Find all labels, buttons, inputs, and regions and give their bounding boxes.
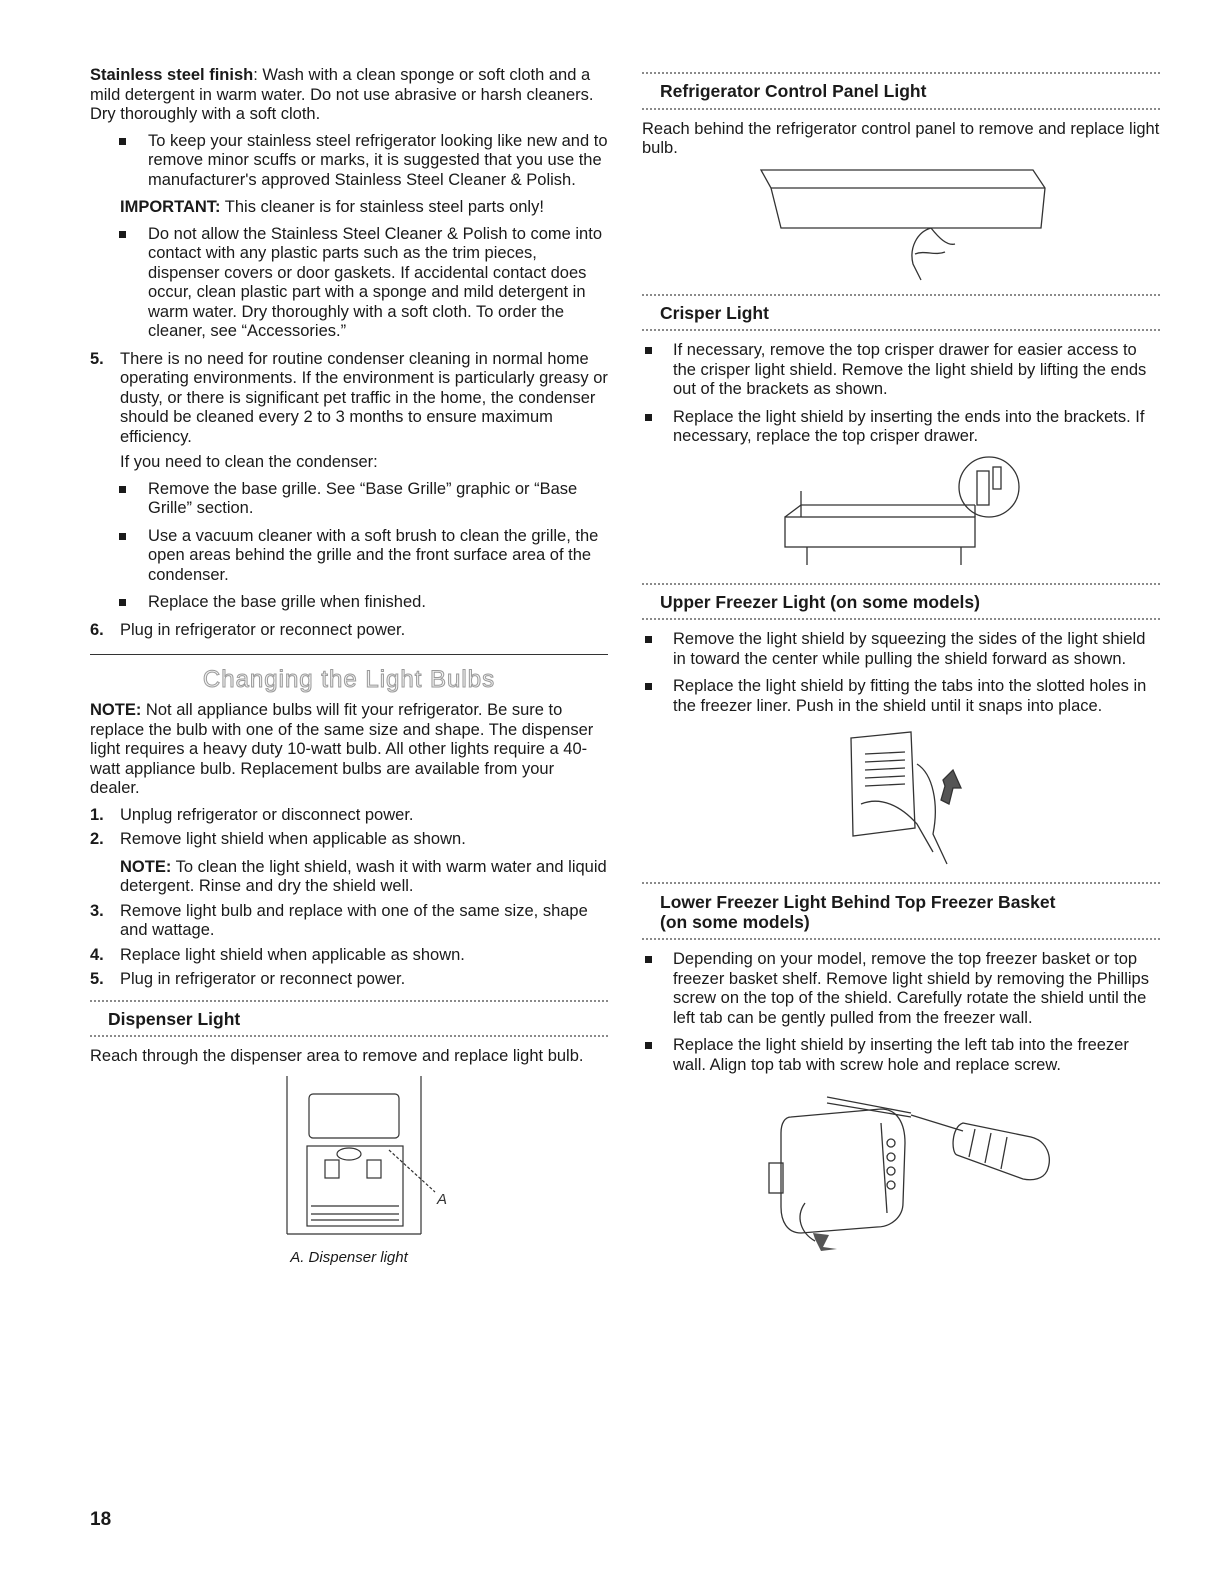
- step-text: Plug in refrigerator or reconnect power.: [120, 620, 406, 639]
- list-item: Replace the base grille when finished.: [90, 593, 608, 613]
- dispenser-text: Reach through the dispenser area to remove and replace light bulb.: [90, 1047, 584, 1065]
- list-item: [90, 970, 608, 990]
- control-panel-text: Reach behind the refrigerator control panel to remove and replace light bulb.: [642, 119, 1160, 157]
- list-item: [90, 350, 608, 448]
- list-item: Depending on your model, remove the top freezer basket or top freezer basket shelf. Remove light shield by removing the Phillips screw on the top of the shield. Carefully rotate the shield until the left tab can be gently pulled from the freezer wall.: [642, 950, 1160, 1028]
- list-item: Remove the base grille. See “Base Grille” graphic or “Base Grille” section.: [90, 480, 608, 519]
- step-text: Remove light bulb and replace with one of the same size, shape and wattage.: [120, 901, 588, 939]
- dotted-rule: [642, 618, 1160, 620]
- list-item: Replace the light shield by fitting the tabs into the slotted holes in the freezer liner. Push in the shield until it snaps into place.: [642, 677, 1160, 716]
- step2-note: [120, 858, 608, 897]
- upper-freezer-heading: Upper Freezer Light (on some models): [660, 591, 980, 612]
- step-number: 5.: [90, 349, 104, 368]
- important-paragraph: [120, 198, 608, 218]
- control-panel-heading: Refrigerator Control Panel Light: [660, 81, 927, 101]
- note-label: NOTE:: [120, 857, 172, 876]
- condenser-step: [90, 350, 608, 448]
- note-label: NOTE:: [90, 701, 142, 719]
- dispenser-caption: A. Dispenser light: [290, 1248, 408, 1266]
- clean-bullets: [90, 480, 608, 613]
- crisper-heading: Crisper Light: [660, 302, 769, 323]
- control-panel-illustration: [741, 166, 1061, 286]
- list-item: [90, 902, 608, 941]
- step-number: 1.: [90, 805, 104, 824]
- step-text: Plug in refrigerator or reconnect power.: [120, 970, 406, 988]
- important-text: This cleaner is for stainless steel parts only!: [220, 198, 544, 216]
- list-item: Do not allow the Stainless Steel Cleaner & Polish to come into contact with any plastic parts such as the trim pieces, dispenser covers or door gaskets. If accidental contact does occur, clean plastic part with a sponge and mild detergent in warm water. Dry thoroughly with a soft cloth. To order the cleaner, see “Accessories.”: [90, 225, 608, 342]
- step-number: 4.: [90, 945, 104, 964]
- list-item: Replace the light shield by inserting the left tab into the freezer wall. Align top tab with screw hole and replace screw.: [642, 1036, 1160, 1075]
- section-title: Changing the Light Bulbs: [202, 666, 496, 693]
- bulb-steps: [90, 806, 608, 990]
- crisper-bullets: [642, 341, 1160, 447]
- list-item: [90, 946, 608, 966]
- list-item: [90, 830, 608, 897]
- upper-freezer-illustration: [821, 724, 981, 874]
- section-divider: [90, 654, 608, 655]
- crisper-illustration: [771, 455, 1031, 575]
- list-item: If necessary, remove the top crisper drawer for easier access to the crisper light shield. Remove the light shield by lifting the ends out of the brackets as shown.: [642, 341, 1160, 400]
- note-paragraph: [90, 701, 608, 799]
- lower-freezer-heading: [642, 884, 1160, 938]
- heading-line-1: Lower Freezer Light Behind Top Freezer Basket: [660, 892, 1056, 912]
- step-number: 2.: [90, 830, 104, 848]
- left-column: [90, 66, 608, 1267]
- donot-bullets: [90, 225, 608, 342]
- list-item: [90, 621, 608, 641]
- stainless-label: Stainless steel finish: [90, 66, 254, 84]
- stainless-bullets: [90, 132, 608, 191]
- right-column: [642, 66, 1160, 1253]
- important-label: IMPORTANT:: [120, 198, 221, 216]
- dispenser-illustration: [249, 1074, 449, 1244]
- upper-freezer-bullets: [642, 630, 1160, 716]
- page-number: 18: [90, 1509, 112, 1530]
- if-clean-text: If you need to clean the condenser:: [120, 453, 378, 471]
- step-text: Remove light shield when applicable as shown.: [120, 830, 466, 848]
- dispenser-heading: Dispenser Light: [108, 1008, 241, 1029]
- list-item: Replace the light shield by inserting the ends into the brackets. If necessary, replace the top crisper drawer.: [642, 408, 1160, 447]
- figure-label-a: A: [437, 1190, 448, 1208]
- dotted-rule: [642, 108, 1160, 110]
- dotted-rule: [90, 1035, 608, 1037]
- plug-step: [90, 621, 608, 641]
- dotted-rule: [642, 938, 1160, 940]
- step-number: 6.: [90, 620, 104, 639]
- step-text: Unplug refrigerator or disconnect power.: [120, 805, 414, 824]
- list-item: To keep your stainless steel refrigerator looking like new and to remove minor scuffs or marks, it is suggested that you use the manufacturer's approved Stainless Steel Cleaner & Polish.: [90, 132, 608, 191]
- step-text: Replace light shield when applicable as shown.: [120, 945, 465, 964]
- stainless-text: : Wash with a clean sponge or soft cloth and a mild detergent in warm water. Do not use abrasive or harsh cleaners. Dry thoroughly with a soft cloth.: [90, 66, 594, 123]
- lower-freezer-bullets: [642, 950, 1160, 1075]
- stainless-paragraph: [90, 66, 608, 125]
- step-number: 3.: [90, 901, 104, 920]
- list-item: Use a vacuum cleaner with a soft brush to clean the grille, the open areas behind the grille and the front surface area of the condenser.: [90, 527, 608, 586]
- step-number: 5.: [90, 970, 104, 988]
- list-item: Remove the light shield by squeezing the sides of the light shield in toward the center while pulling the shield forward as shown.: [642, 630, 1160, 669]
- note-text: Not all appliance bulbs will fit your refrigerator. Be sure to replace the bulb with one of the same size and shape. The dispenser light requires a heavy duty 10-watt bulb. All other lights require a 40-watt appliance bulb. Replacement bulbs are available from your dealer.: [90, 701, 594, 797]
- step-text: There is no need for routine condenser cleaning in normal home operating environments. If the environment is particularly greasy or dusty, or there is significant pet traffic in the home, the condenser should be cleaned every 2 to 3 months to ensure maximum efficiency.: [120, 349, 608, 446]
- lower-freezer-illustration: [731, 1083, 1071, 1253]
- heading-line-2: (on some models): [660, 912, 810, 932]
- list-item: [90, 806, 608, 826]
- dotted-rule: [642, 329, 1160, 331]
- note-text: To clean the light shield, wash it with warm water and liquid detergent. Rinse and dry the shield well.: [120, 857, 607, 895]
